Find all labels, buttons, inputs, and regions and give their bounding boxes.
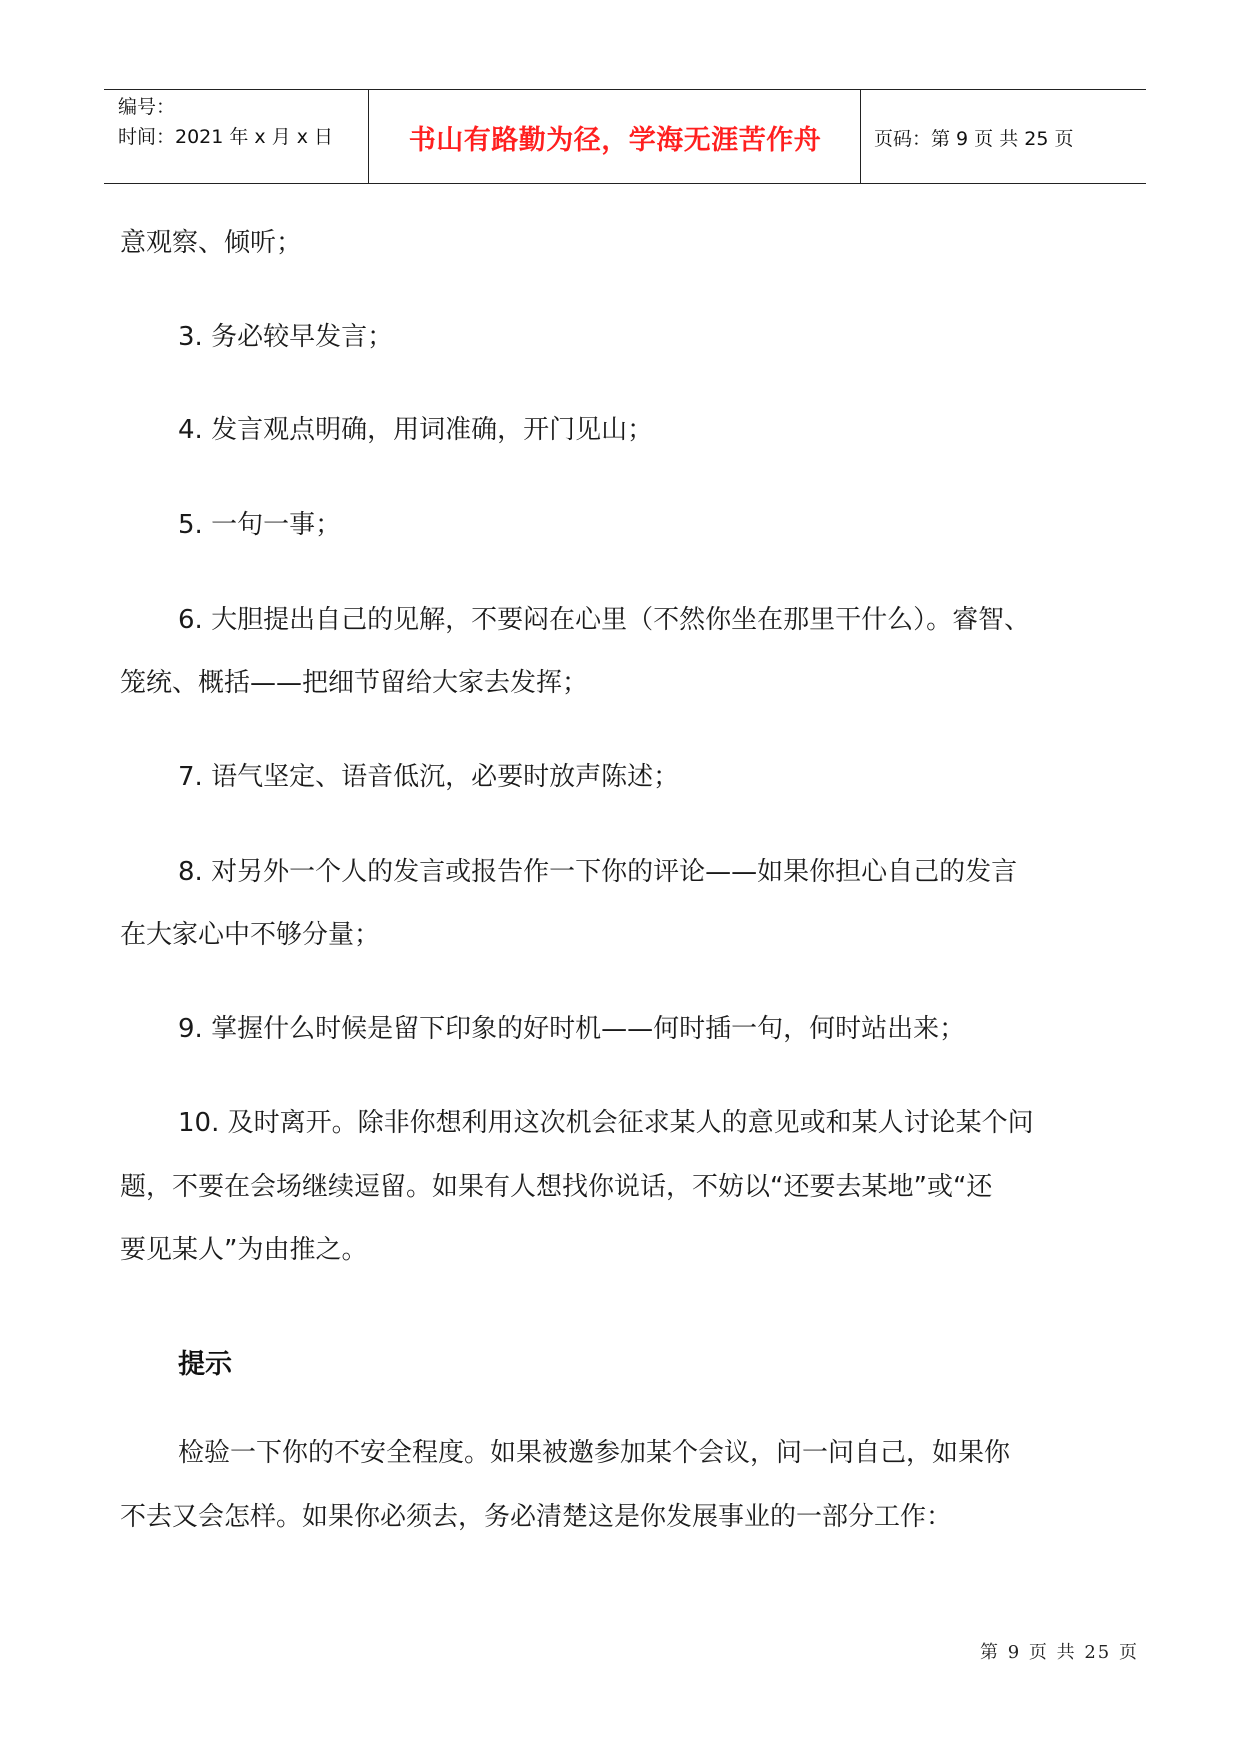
body-line: 8. 对另外一个人的发言或报告作一下你的评论——如果你担心自己的发言 [178,857,1018,887]
header-divider [368,89,369,183]
body-line: 在大家心中不够分量； [120,920,381,950]
header-top-rule [104,89,1146,90]
header-date: 时间：2021 年 x 月 x 日 [118,126,334,148]
body-line: 5. 一句一事； [178,510,342,540]
body-line: 4. 发言观点明确，用词准确，开门见山； [178,415,654,445]
body-line: 10. 及时离开。除非你想利用这次机会征求某人的意见或和某人讨论某个问 [178,1108,1034,1138]
body-line: 3. 务必较早发言； [178,322,394,352]
body-line: 6. 大胆提出自己的见解，不要闷在心里（不然你坐在那里干什么）。睿智、 [178,605,1031,635]
body-line: 9. 掌握什么时候是留下印象的好时机——何时插一句，何时站出来； [178,1014,966,1044]
body-line: 题，不要在会场继续逗留。如果有人想找你说话，不妨以“还要去某地”或“还 [120,1172,993,1202]
body-line: 7. 语气坚定、语音低沉，必要时放声陈述； [178,762,680,792]
header-page-info: 页码：第 9 页 共 25 页 [874,128,1074,150]
body-line: 意观察、倾听； [120,228,303,258]
header-number-label: 编号： [118,96,176,118]
footer-page-number: 第 9 页 共 25 页 [980,1642,1139,1663]
body-line: 笼统、概括——把细节留给大家去发挥； [120,668,589,698]
tip-line: 不去又会怎样。如果你必须去，务必清楚这是你发展事业的一部分工作： [120,1502,953,1532]
header-motto: 书山有路勤为径，学海无涯苦作舟 [408,125,822,156]
tip-line: 检验一下你的不安全程度。如果被邀参加某个会议，问一问自己，如果你 [178,1438,1011,1468]
header-meta [118,92,333,152]
header-divider [860,89,861,183]
body-line: 要见某人”为由推之。 [120,1235,368,1265]
header-bottom-rule [104,183,1146,184]
tip-heading: 提示 [178,1349,232,1380]
